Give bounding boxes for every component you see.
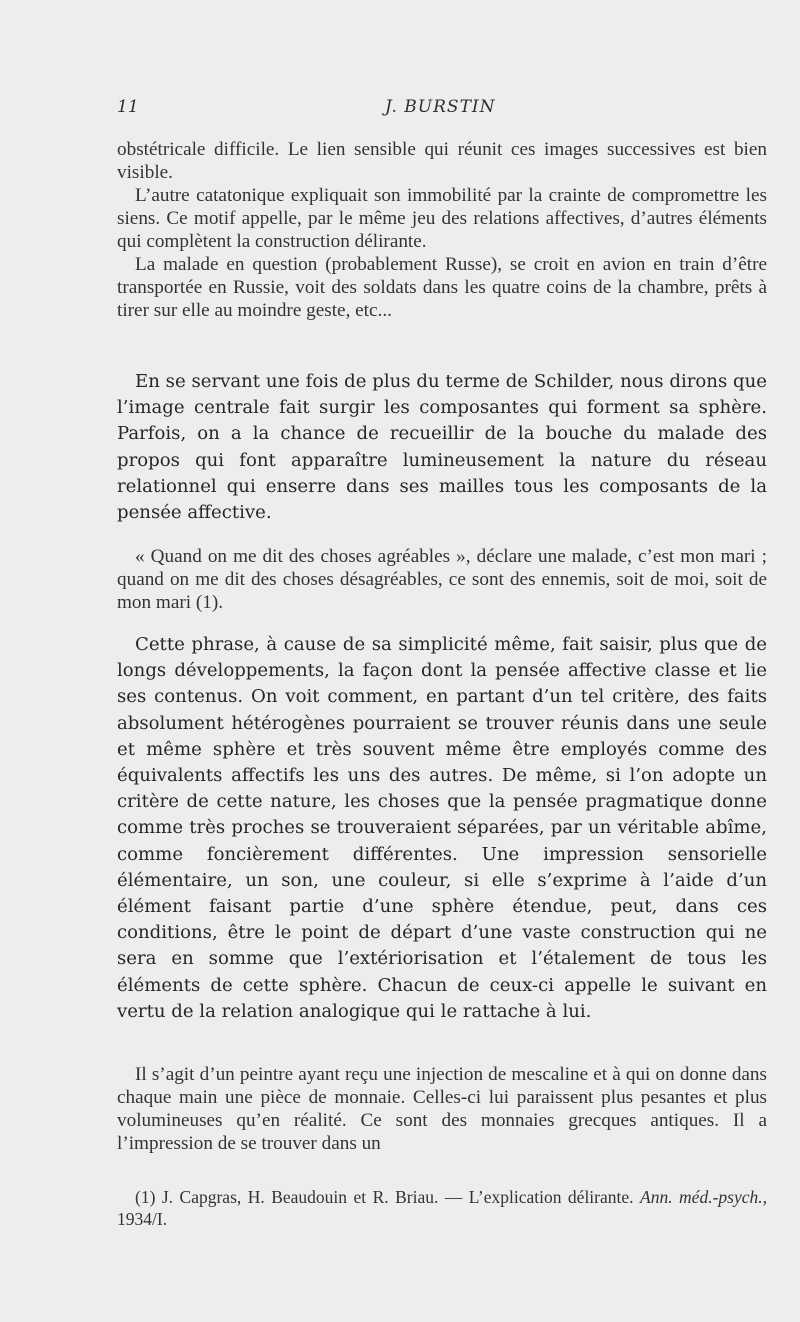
paragraph-catatonic: L’autre catatonique expliquait son immobilité par la crainte de compromettre les siens. Ce motif appelle, par le même jeu des relations affectives, d’autres éléments qui complètent la construction délirante. bbox=[117, 185, 767, 252]
paragraph-patient-russia: La malade en question (probablement Russe), se croit en avion en train d’être transportée en Russie, voit des soldats dans les quatre coins de la chambre, prêts à tirer sur elle au moindre geste, etc... bbox=[117, 254, 767, 321]
page-header bbox=[117, 97, 767, 123]
footnote bbox=[117, 1186, 767, 1230]
footnote-marker: (1) bbox=[135, 1187, 156, 1207]
footnote-authors: J. Capgras, H. Beaudouin et R. Briau. bbox=[161, 1187, 439, 1207]
text-block-4 bbox=[117, 632, 767, 1025]
text-block-3 bbox=[117, 545, 767, 614]
text-block-1 bbox=[117, 138, 767, 322]
paragraph-mescaline: Il s’agit d’un peintre ayant reçu une injection de mescaline et à qui on donne dans chaque main une pièce de monnaie. Celles-ci lui paraissent plus pesantes et plus volumineuses qu’en réalité. Ce sont des monnaies grecques antiques. Il a l’impression de se trouver dans un bbox=[117, 1064, 767, 1154]
paragraph-quote: « Quand on me dit des choses agréables », déclare une malade, c’est mon mari ; quand on me dit des choses désagréables, ce sont des ennemis, soit de moi, soit de mon mari (1). bbox=[117, 546, 767, 613]
text-block-2 bbox=[117, 369, 767, 526]
running-title: J. BURSTIN bbox=[385, 97, 496, 117]
footnote-title: L’explication délirante. bbox=[468, 1187, 634, 1207]
paragraph-commentary: Cette phrase, à cause de sa simplicité même, fait saisir, plus que de longs développements, la façon dont la pensée affective classe et lie ses contenus. On voit comment, en partant d’un tel critère, des faits absolument hétérogènes pourraient se trouver réunis dans une seule et même sphère et très souvent même être employés comme des équivalents affectifs les uns des autres. De même, si l’on adopte un critère de cette nature, les choses que la pensée pragmatique donne comme très proches se trouveraient séparées, par un véritable abîme, comme foncièrement différentes. Une impression sensorielle élémentaire, un son, une couleur, si elle s’exprime à l’aide d’un élément faisant partie d’une sphère étendue, peut, dans ces conditions, être le point de départ d’une vaste construction qui ne sera en somme que l’extériorisation et l’étalement de tous les éléments de cette sphère. Chacun de ceux-ci appelle le suivant en vertu de la relation analogique qui le rattache à lui. bbox=[117, 634, 767, 1022]
footnote-ref: 1934/I. bbox=[117, 1209, 168, 1229]
paragraph-schilder: En se servant une fois de plus du terme de Schilder, nous dirons que l’image centrale fait surgir les composantes qui forment sa sphère. Parfois, on a la chance de recueillir de la bouche du malade des propos qui font apparaître lumineusement la nature du réseau relationnel qui enserre dans ses mailles tous les composants de la pensée affective. bbox=[117, 371, 767, 524]
paragraph-continuation: obstétricale difficile. Le lien sensible qui réunit ces images successives est bien visible. bbox=[117, 139, 767, 183]
footnote-dash: — bbox=[444, 1187, 463, 1207]
text-block-5 bbox=[117, 1063, 767, 1155]
page-number: 11 bbox=[117, 97, 139, 117]
footnote-journal: Ann. méd.-psych., bbox=[640, 1187, 767, 1207]
